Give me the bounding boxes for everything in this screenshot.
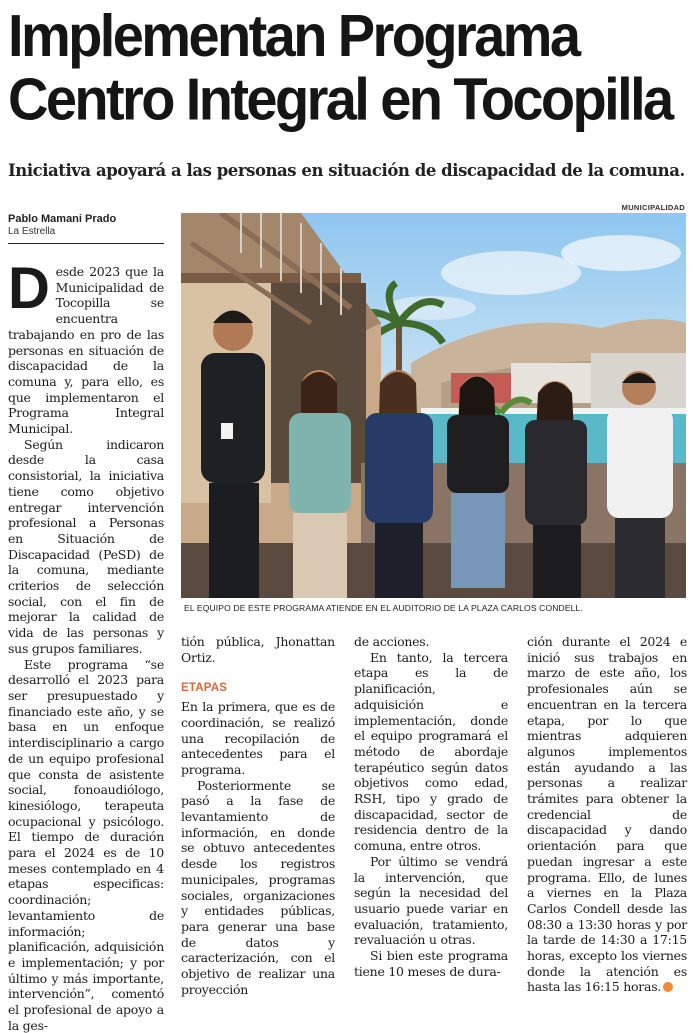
byline-outlet: La Estrella [8, 226, 56, 237]
article-paragraph-continued: de acciones. [354, 634, 430, 649]
team-photo [181, 213, 686, 598]
article-column-2 [181, 634, 335, 997]
article-paragraph: Posteriormente se pasó a la fase de levantamiento de información, en donde se obtuvo antecedentes desde los registros municipales, programas sociales, organizaciones y entidades públicas, para generar una base de datos y caracterización, con el objetivo de realizar una proyección [181, 777, 335, 997]
headline: Implementan Programa Centro Integral en Tocopilla [8, 1, 672, 133]
team-photo-illustration [181, 213, 686, 598]
dropcap: D [8, 256, 50, 321]
article-paragraph-continued: tión pública, Jhonattan Ortiz. [181, 634, 335, 665]
article-paragraph: Si bien este programa tiene 10 meses de dura- [354, 948, 508, 979]
section-heading-etapas: ETAPAS [181, 682, 228, 695]
article-column-3 [354, 634, 508, 979]
end-of-article-icon [663, 982, 673, 992]
article-paragraph: En la primera, que es de coordinación, se realizó una recopilación de antecedentes para el programa. [181, 699, 335, 777]
subhead: Iniciativa apoyará a las personas en situación de discapacidad de la comuna. [8, 161, 685, 180]
article-column-4 [527, 634, 687, 995]
byline [8, 213, 164, 244]
article-paragraph: Este programa “se desarrolló el 2023 para ser presupuestado y financiado este año, y se basa en un enfoque interdisciplinario a cargo de un equipo profesional que consta de asistente social, fonoaudiólogo, kinesiólogo, terapeuta ocupacional y psicólogo. El tiempo de duración para el 2024 es de 10 meses contemplado en 4 etapas especificas: coordinación; levantamiento de información; planificación, adquisición e implementación; y por último y más importante, intervención”, comentó el profesional de apoyo a la ges- [8, 656, 164, 1033]
photo-caption: EL EQUIPO DE ESTE PROGRAMA ATIENDE EN EL AUDITORIO DE LA PLAZA CARLOS CONDELL. [184, 603, 583, 613]
article-paragraph-lead [8, 256, 164, 437]
article-column-1 [8, 256, 164, 1033]
photo-credit: MUNICIPALIDAD [621, 203, 685, 212]
byline-rule [8, 243, 164, 244]
article-paragraph: En tanto, la tercera etapa es la de planificación, adquisición e implementación, donde el equipo programará el método de abordaje terapéutico según datos objetivos como edad, RSH, tipo y grado de discapacidad, sector de residencia dentro de la comuna, entre otros. [354, 649, 508, 854]
byline-author: Pablo Mamani Prado [8, 213, 117, 225]
article-paragraph: Según indicaron desde la casa consistorial, la iniciativa tiene como objetivo entregar intervención profesional a Personas en Situación de Discapacidad (PeSD) de la comuna, mediante criterios de selección social, con el fin de mejorar la calidad de vida de las personas y sus grupos familiares. [8, 436, 164, 656]
article-paragraph: Por último se vendrá la intervención, que según la necesidad del usuario puede variar en evaluación, tratamiento, revaluación u otras. [354, 853, 508, 948]
final-paragraph-text: ción durante el 2024 e inició sus trabajos en marzo de este año, los profesionales aún se encuentran en la tercera etapa, por lo que mientras adquieren algunos implementos están ayudando a las personas a realizar trámites para obtener la credencial de discapacidad y dando orientación para que puedan ingresar a este programa. Ello, de lunes a viernes en la Plaza Carlos Condell desde las 08:30 a 13:30 horas y por la tarde de 14:30 a 17:15 horas, excepto los viernes donde la atención es hasta las 16:15 horas. [527, 634, 687, 995]
lead-text: esde 2023 que la Municipalidad de Tocopilla se encuentra trabajando en pro de las personas en situación de discapacidad de la comuna y, para ello, es que implementaron el Programa Integral Municipal. [8, 264, 164, 437]
article-paragraph-continued [527, 634, 687, 995]
